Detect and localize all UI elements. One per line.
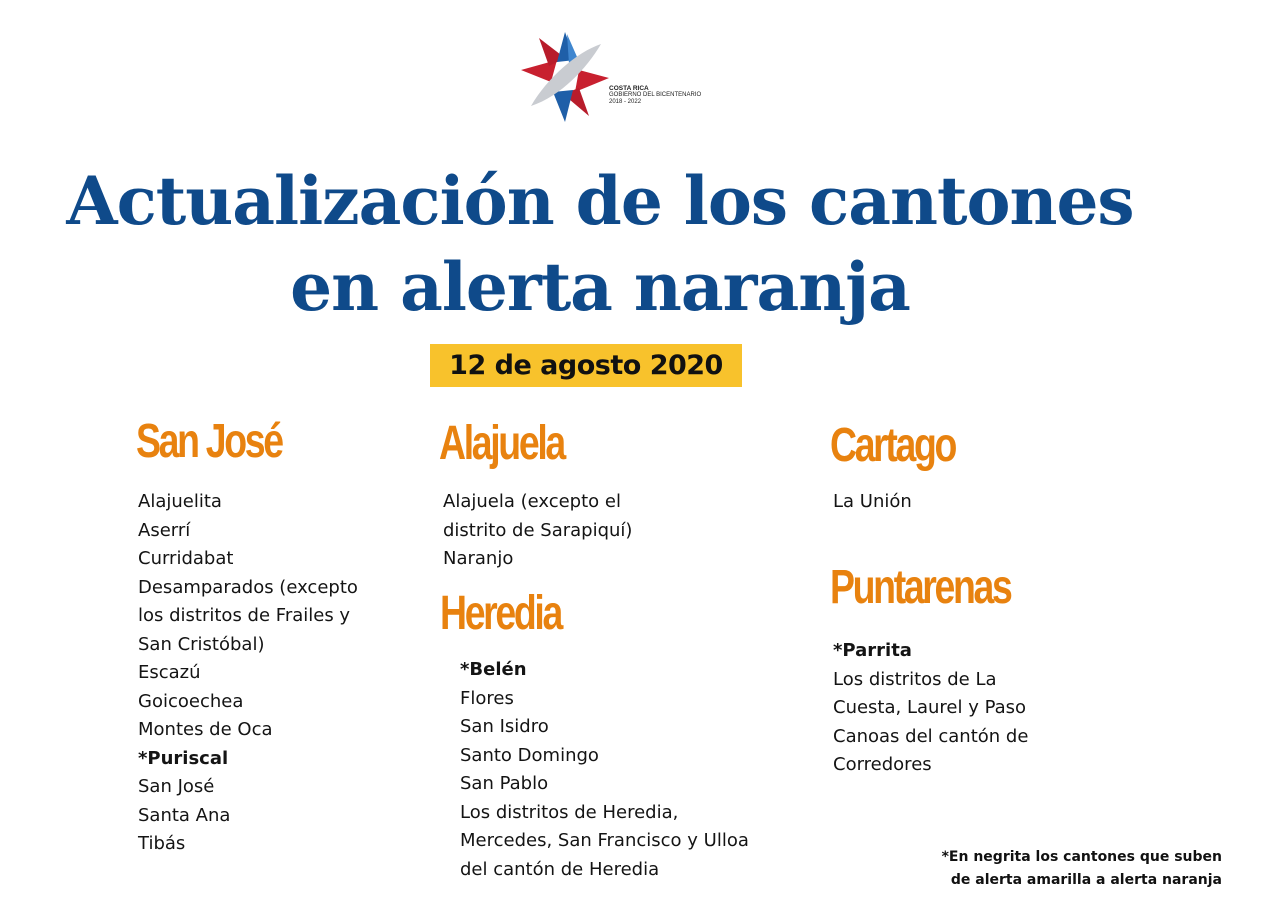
list-item: Curridabat xyxy=(138,548,234,569)
list-item: Alajuelita xyxy=(138,491,222,512)
list-item: Montes de Oca xyxy=(138,719,273,740)
list-item: Alajuela (excepto el xyxy=(443,491,621,512)
heading-san-jose: San José xyxy=(136,415,282,468)
list-item-highlight: *Puriscal xyxy=(138,747,229,769)
list-item: Cuesta, Laurel y Paso xyxy=(833,697,1027,718)
list-alajuela xyxy=(443,488,632,574)
list-item: Tibás xyxy=(138,833,186,854)
list-item: La Unión xyxy=(833,491,912,512)
list-item: Escazú xyxy=(138,662,201,683)
heading-alajuela: Alajuela xyxy=(439,417,564,470)
list-item: Goicoechea xyxy=(138,690,244,712)
list-item: San Isidro xyxy=(460,716,549,737)
footnote-line-2: de alerta amarilla a alerta naranja xyxy=(950,872,1222,888)
logo-line-3: 2018 - 2022 xyxy=(609,99,642,105)
list-item: Los distritos de Heredia, xyxy=(460,801,679,823)
list-item: distrito de Sarapiquí) xyxy=(443,519,633,541)
list-cartago xyxy=(833,488,912,517)
list-item-highlight: *Belén xyxy=(460,659,527,680)
star-logo-icon xyxy=(517,30,612,125)
list-item: Mercedes, San Francisco y Ulloa xyxy=(460,830,749,851)
list-item-highlight: *Parrita xyxy=(833,640,912,661)
list-item: Flores xyxy=(460,687,514,709)
heading-puntarenas: Puntarenas xyxy=(830,561,1011,614)
footnote-line-1: *En negrita los cantones que suben xyxy=(941,849,1222,865)
heading-cartago: Cartago xyxy=(830,419,956,472)
list-item: Santo Domingo xyxy=(460,744,599,766)
title-line-2: en alerta naranja xyxy=(290,248,910,326)
date-badge: 12 de agosto 2020 xyxy=(430,344,742,387)
bicentennial-logo xyxy=(517,30,707,126)
list-item: los distritos de Frailes y xyxy=(138,605,351,626)
list-heredia xyxy=(460,656,749,884)
list-item: Canoas del cantón de xyxy=(833,725,1029,747)
title-line-1: Actualización de los cantones xyxy=(66,162,1134,240)
logo-line-1: COSTA RICA xyxy=(609,85,649,92)
list-item: Aserrí xyxy=(138,519,191,541)
page-title xyxy=(0,158,1200,330)
list-item: Naranjo xyxy=(443,548,514,569)
list-item: del cantón de Heredia xyxy=(460,858,660,880)
list-item: San Pablo xyxy=(460,773,549,794)
list-item: Los distritos de La xyxy=(833,668,997,690)
heading-heredia: Heredia xyxy=(440,587,561,640)
footnote xyxy=(942,846,1222,892)
list-puntarenas xyxy=(833,637,1028,780)
list-item: Desamparados (excepto xyxy=(138,576,358,598)
list-item: San José xyxy=(138,776,215,797)
list-item: Corredores xyxy=(833,754,932,775)
list-san-jose xyxy=(138,488,358,859)
list-item: Santa Ana xyxy=(138,804,231,826)
logo-line-2: GOBIERNO DEL BICENTENARIO xyxy=(609,92,702,98)
logo-text xyxy=(609,85,701,106)
list-item: San Cristóbal) xyxy=(138,633,265,655)
